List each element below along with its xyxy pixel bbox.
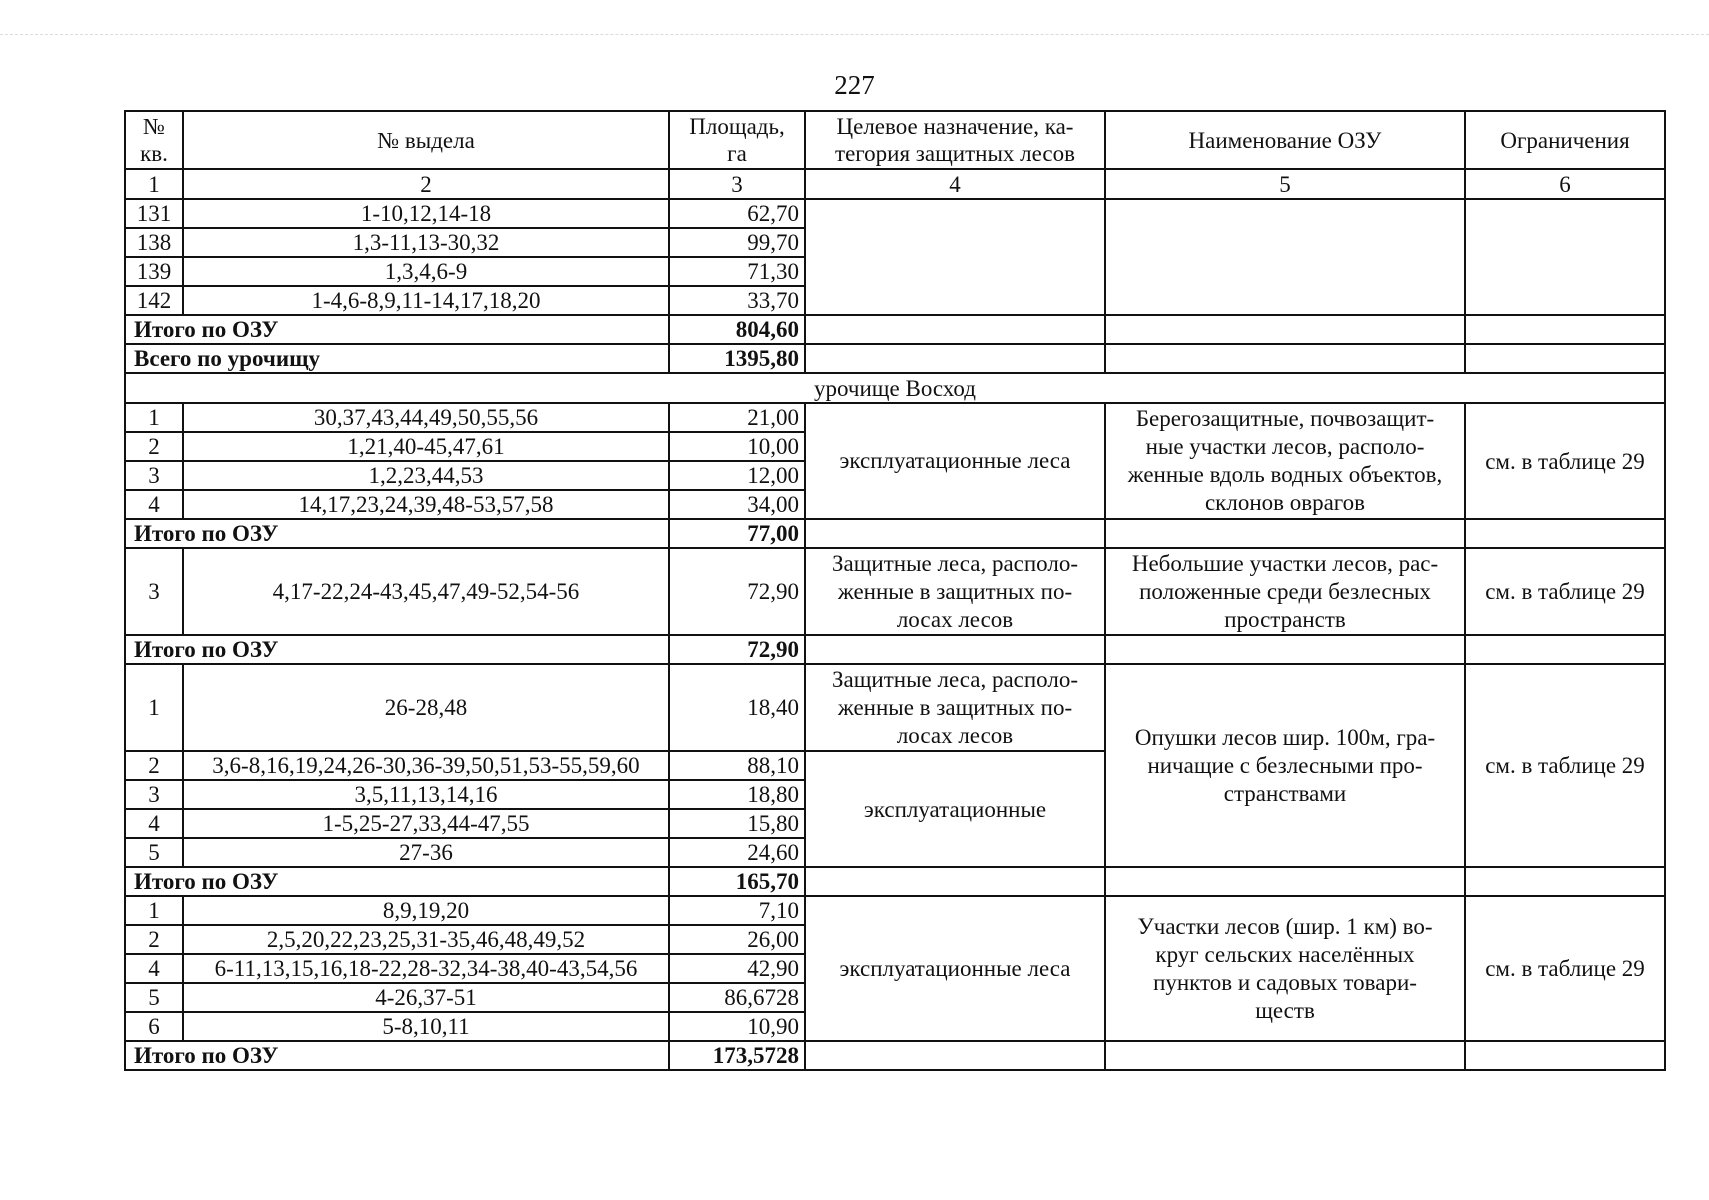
area-cell: 21,00	[669, 403, 805, 432]
column-number-row	[125, 169, 1665, 199]
kv-cell: 142	[125, 286, 183, 315]
area-cell: 18,80	[669, 780, 805, 809]
scan-artifact-line	[0, 34, 1709, 43]
area-cell: 71,30	[669, 257, 805, 286]
vydel-cell: 3,6-8,16,19,24,26-30,36-39,50,51,53-55,59,60	[183, 751, 669, 780]
forest-zones-table	[124, 110, 1666, 1071]
vydel-cell: 8,9,19,20	[183, 896, 669, 925]
table-row	[125, 664, 1665, 751]
vydel-cell: 14,17,23,24,39,48-53,57,58	[183, 490, 669, 519]
area-cell: 10,90	[669, 1012, 805, 1041]
total-label: Итого по ОЗУ	[125, 1041, 669, 1070]
kv-cell: 1	[125, 896, 183, 925]
area-cell: 7,10	[669, 896, 805, 925]
table-row	[125, 403, 1665, 432]
total-area: 72,90	[669, 635, 805, 664]
vydel-cell: 6-11,13,15,16,18-22,28-32,34-38,40-43,54,56	[183, 954, 669, 983]
kv-cell: 138	[125, 228, 183, 257]
restriction-cell: см. в таблице 29	[1465, 403, 1665, 519]
kv-cell: 4	[125, 809, 183, 838]
kv-cell: 3	[125, 780, 183, 809]
kv-cell: 1	[125, 403, 183, 432]
vydel-cell: 3,5,11,13,14,16	[183, 780, 669, 809]
ozu-name-cell: Участки лесов (шир. 1 км) во- круг сельских населённых пунктов и садовых товари- ществ	[1105, 896, 1465, 1041]
area-cell: 10,00	[669, 432, 805, 461]
total-area: 173,5728	[669, 1041, 805, 1070]
table-row	[125, 548, 1665, 635]
table-row	[125, 199, 1665, 228]
vydel-cell: 26-28,48	[183, 664, 669, 751]
total-row	[125, 635, 1665, 664]
area-cell: 99,70	[669, 228, 805, 257]
total-row	[125, 519, 1665, 548]
header-area: Площадь, га	[669, 111, 805, 169]
purpose-cell: эксплуатационные	[805, 751, 1105, 867]
area-cell: 26,00	[669, 925, 805, 954]
purpose-cell: Защитные леса, располо- женные в защитных по- лосах лесов	[805, 548, 1105, 635]
kv-cell: 6	[125, 1012, 183, 1041]
kv-cell: 2	[125, 925, 183, 954]
ozu-name-cell: Берегозащитные, почвозащит- ные участки лесов, располо- женные вдоль водных объектов, склонов оврагов	[1105, 403, 1465, 519]
table-row	[125, 896, 1665, 925]
total-area: 165,70	[669, 867, 805, 896]
area-cell: 42,90	[669, 954, 805, 983]
total-label: Итого по ОЗУ	[125, 635, 669, 664]
ozu-name-cell	[1105, 199, 1465, 315]
header-row	[125, 111, 1665, 169]
vydel-cell: 27-36	[183, 838, 669, 867]
section-title: урочище Восход	[125, 373, 1665, 403]
header-kv: № кв.	[125, 111, 183, 169]
kv-cell: 4	[125, 954, 183, 983]
col-number: 4	[805, 169, 1105, 199]
vydel-cell: 1,3,4,6-9	[183, 257, 669, 286]
header-purpose: Целевое назначение, ка- тегория защитных лесов	[805, 111, 1105, 169]
vydel-cell: 2,5,20,22,23,25,31-35,46,48,49,52	[183, 925, 669, 954]
purpose-cell: эксплуатационные леса	[805, 403, 1105, 519]
header-ozu-name: Наименование ОЗУ	[1105, 111, 1465, 169]
kv-cell: 2	[125, 751, 183, 780]
area-cell: 62,70	[669, 199, 805, 228]
area-cell: 72,90	[669, 548, 805, 635]
purpose-cell	[805, 199, 1105, 315]
vydel-cell: 1,3-11,13-30,32	[183, 228, 669, 257]
ozu-name-cell: Небольшие участки лесов, рас- положенные среди безлесных пространств	[1105, 548, 1465, 635]
restriction-cell: см. в таблице 29	[1465, 896, 1665, 1041]
kv-cell: 5	[125, 983, 183, 1012]
area-cell: 24,60	[669, 838, 805, 867]
area-cell: 86,6728	[669, 983, 805, 1012]
vydel-cell: 30,37,43,44,49,50,55,56	[183, 403, 669, 432]
purpose-cell: Защитные леса, располо- женные в защитных по- лосах лесов	[805, 664, 1105, 751]
col-number: 5	[1105, 169, 1465, 199]
kv-cell: 5	[125, 838, 183, 867]
total-row	[125, 867, 1665, 896]
total-row	[125, 315, 1665, 344]
vydel-cell: 4,17-22,24-43,45,47,49-52,54-56	[183, 548, 669, 635]
col-number: 6	[1465, 169, 1665, 199]
grand-total-area: 1395,80	[669, 344, 805, 373]
restriction-cell: см. в таблице 29	[1465, 664, 1665, 867]
total-area: 804,60	[669, 315, 805, 344]
col-number: 1	[125, 169, 183, 199]
area-cell: 88,10	[669, 751, 805, 780]
restriction-cell: см. в таблице 29	[1465, 548, 1665, 635]
grand-total-label: Всего по урочищу	[125, 344, 669, 373]
vydel-cell: 4-26,37-51	[183, 983, 669, 1012]
area-cell: 33,70	[669, 286, 805, 315]
page-number: 227	[834, 70, 875, 100]
total-label: Итого по ОЗУ	[125, 867, 669, 896]
vydel-cell: 1,21,40-45,47,61	[183, 432, 669, 461]
total-area: 77,00	[669, 519, 805, 548]
vydel-cell: 1-5,25-27,33,44-47,55	[183, 809, 669, 838]
purpose-cell: эксплуатационные леса	[805, 896, 1105, 1041]
header-vydel: № выдела	[183, 111, 669, 169]
total-label: Итого по ОЗУ	[125, 519, 669, 548]
kv-cell: 4	[125, 490, 183, 519]
kv-cell: 1	[125, 664, 183, 751]
header-restrictions: Ограничения	[1465, 111, 1665, 169]
ozu-name-cell: Опушки лесов шир. 100м, гра- ничащие с безлесными про- странствами	[1105, 664, 1465, 867]
section-row	[125, 373, 1665, 403]
grand-total-row	[125, 344, 1665, 373]
area-cell: 15,80	[669, 809, 805, 838]
kv-cell: 131	[125, 199, 183, 228]
kv-cell: 3	[125, 461, 183, 490]
vydel-cell: 1-10,12,14-18	[183, 199, 669, 228]
vydel-cell: 1,2,23,44,53	[183, 461, 669, 490]
kv-cell: 3	[125, 548, 183, 635]
vydel-cell: 5-8,10,11	[183, 1012, 669, 1041]
area-cell: 18,40	[669, 664, 805, 751]
col-number: 2	[183, 169, 669, 199]
area-cell: 12,00	[669, 461, 805, 490]
kv-cell: 139	[125, 257, 183, 286]
vydel-cell: 1-4,6-8,9,11-14,17,18,20	[183, 286, 669, 315]
total-row	[125, 1041, 1665, 1070]
area-cell: 34,00	[669, 490, 805, 519]
col-number: 3	[669, 169, 805, 199]
kv-cell: 2	[125, 432, 183, 461]
total-label: Итого по ОЗУ	[125, 315, 669, 344]
restriction-cell	[1465, 199, 1665, 315]
